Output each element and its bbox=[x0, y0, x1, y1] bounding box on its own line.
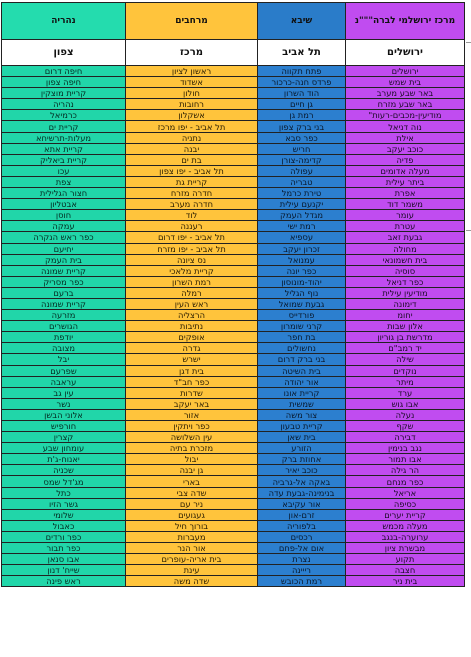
header-cell-sheba[interactable]: שיבא bbox=[258, 3, 346, 40]
table-cell[interactable]: שילה bbox=[346, 354, 465, 365]
table-cell[interactable]: אור עקיבא bbox=[258, 498, 346, 509]
table-cell[interactable]: פרדס חנה-כרכור bbox=[258, 77, 346, 88]
table-cell[interactable]: הוד השרון bbox=[258, 88, 346, 99]
table-cell[interactable]: בית העמק bbox=[2, 254, 126, 265]
table-cell[interactable]: נשר bbox=[2, 398, 126, 409]
table-cell[interactable]: גן יבנה bbox=[126, 465, 258, 476]
region-row bbox=[2, 40, 465, 66]
table-cell[interactable]: חיפה דרום bbox=[2, 66, 126, 77]
table-cell[interactable]: כפר דניאל bbox=[346, 276, 465, 287]
region-cell-tel-aviv[interactable]: תל אביב bbox=[258, 40, 346, 66]
table-cell[interactable]: קריית אונו bbox=[258, 387, 346, 398]
table-cell[interactable]: נתיבות bbox=[126, 321, 258, 332]
table-cell[interactable]: נצרת bbox=[258, 554, 346, 565]
table-cell[interactable]: כפר ורדים bbox=[2, 531, 126, 542]
table-cell[interactable]: נוף הגליל bbox=[258, 287, 346, 298]
table-cell[interactable]: נהריה bbox=[2, 99, 126, 110]
table-cell[interactable]: מעלה מכמש bbox=[346, 520, 465, 531]
table-cell[interactable]: משמר דוד bbox=[346, 199, 465, 210]
table-cell[interactable]: תל אביב - יפו מזרח bbox=[126, 243, 258, 254]
table-cell[interactable]: אילת bbox=[346, 132, 465, 143]
table-cell[interactable]: עספיא bbox=[258, 232, 346, 243]
table-cell[interactable]: נוה דניאל bbox=[346, 121, 465, 132]
table-cell[interactable]: הרצליה bbox=[126, 310, 258, 321]
table-cell[interactable]: עינת bbox=[126, 565, 258, 576]
table-cell[interactable]: מעברות bbox=[126, 531, 258, 542]
table-cell[interactable]: אום אל-פחם bbox=[258, 543, 346, 554]
table-cell[interactable]: עראבה bbox=[2, 376, 126, 387]
table-cell[interactable]: שפרעם bbox=[2, 365, 126, 376]
table-row bbox=[2, 121, 465, 132]
table-cell[interactable]: נחשולים bbox=[258, 343, 346, 354]
table-cell[interactable]: כפר מנחם bbox=[346, 476, 465, 487]
table-cell[interactable]: נעלה bbox=[346, 409, 465, 420]
table-row bbox=[2, 287, 465, 298]
table-cell[interactable]: אזור bbox=[126, 409, 258, 420]
table-cell[interactable]: סוסיה bbox=[346, 265, 465, 276]
table-cell[interactable]: מעלות-תרשיחא bbox=[2, 132, 126, 143]
table-row bbox=[2, 176, 465, 187]
table-cell[interactable]: רמת השרון bbox=[126, 276, 258, 287]
table-row bbox=[2, 199, 465, 210]
table-cell[interactable]: אור הנר bbox=[126, 543, 258, 554]
table-cell[interactable]: ירושלים bbox=[346, 66, 465, 77]
table-row bbox=[2, 443, 465, 454]
table-cell[interactable]: שדה צבי bbox=[126, 487, 258, 498]
table-body bbox=[2, 66, 465, 587]
table-cell[interactable]: תל אביב - יפו צפון bbox=[126, 165, 258, 176]
table-cell[interactable]: יהוד-מונוסון bbox=[258, 276, 346, 287]
table-cell[interactable]: גן חיים bbox=[258, 99, 346, 110]
table-cell[interactable]: חורפיש bbox=[2, 421, 126, 432]
table-cell[interactable]: רמת ישי bbox=[258, 221, 346, 232]
table-cell[interactable]: חדרה מערב bbox=[126, 199, 258, 210]
table-cell[interactable]: עמנואל bbox=[258, 254, 346, 265]
table-cell[interactable]: יבנה bbox=[126, 143, 258, 154]
table-row bbox=[2, 565, 465, 576]
table-row bbox=[2, 132, 465, 143]
table-row bbox=[2, 454, 465, 465]
table-cell[interactable]: כפר יונה bbox=[258, 265, 346, 276]
header-cell-jerusalem-center[interactable]: מרכז ירושלמי לברה"""נ bbox=[346, 3, 465, 40]
table-cell[interactable]: רחובות bbox=[126, 99, 258, 110]
table-cell[interactable]: כפר חב"ד bbox=[126, 376, 258, 387]
table-cell[interactable]: מזרעה bbox=[2, 310, 126, 321]
sheet-edge-mark bbox=[466, 42, 471, 43]
table-cell[interactable]: יקנעם עילית bbox=[258, 199, 346, 210]
table-cell[interactable]: שייח' דנון bbox=[2, 565, 126, 576]
table-cell[interactable]: בני ברק צפון bbox=[258, 121, 346, 132]
table-cell[interactable]: אבטליון bbox=[2, 199, 126, 210]
table-cell[interactable]: אשקלון bbox=[126, 110, 258, 121]
table-cell[interactable]: תקוע bbox=[346, 554, 465, 565]
table-cell[interactable]: גבעת זאב bbox=[346, 232, 465, 243]
table-row bbox=[2, 487, 465, 498]
table-row bbox=[2, 188, 465, 199]
table-cell[interactable]: שדה משה bbox=[126, 576, 258, 587]
table-cell[interactable]: פדיה bbox=[346, 154, 465, 165]
table-cell[interactable]: אור יהודה bbox=[258, 376, 346, 387]
table-cell[interactable]: רמת גן bbox=[258, 110, 346, 121]
table-cell[interactable]: טבריה bbox=[258, 176, 346, 187]
table-row bbox=[2, 476, 465, 487]
table-cell[interactable]: אחוזת ברק bbox=[258, 454, 346, 465]
table-cell[interactable]: ברעם bbox=[2, 287, 126, 298]
table-row bbox=[2, 298, 465, 309]
table-cell[interactable]: מבשרת ציון bbox=[346, 543, 465, 554]
table-row bbox=[2, 387, 465, 398]
table-cell[interactable]: באר שבע מזרח bbox=[346, 99, 465, 110]
table-cell[interactable]: שדרות bbox=[126, 387, 258, 398]
table-cell[interactable]: מעלה אדומים bbox=[346, 165, 465, 176]
table-cell[interactable]: קריית מלאכי bbox=[126, 265, 258, 276]
table-cell[interactable]: קריית מוצקין bbox=[2, 88, 126, 99]
table-cell[interactable]: חדרה מזרח bbox=[126, 188, 258, 199]
table-cell[interactable]: בית חשמונאי bbox=[346, 254, 465, 265]
table-cell[interactable]: כפר ראש הנקרה bbox=[2, 232, 126, 243]
table-cell[interactable]: ערד bbox=[346, 387, 465, 398]
table-cell[interactable]: באר יעקב bbox=[126, 398, 258, 409]
table-cell[interactable]: הר גילה bbox=[346, 465, 465, 476]
table-cell[interactable]: אבו תמור bbox=[346, 454, 465, 465]
table-cell[interactable]: יחיעם bbox=[2, 243, 126, 254]
table-row bbox=[2, 77, 465, 88]
table-cell[interactable]: קרני שומרון bbox=[258, 321, 346, 332]
table-row bbox=[2, 99, 465, 110]
table-row bbox=[2, 310, 465, 321]
table-row bbox=[2, 110, 465, 121]
table-cell[interactable]: רמת הכובש bbox=[258, 576, 346, 587]
table-cell[interactable]: רכסים bbox=[258, 531, 346, 542]
table-cell[interactable]: צפת bbox=[2, 176, 126, 187]
table-cell[interactable]: הגושרים bbox=[2, 321, 126, 332]
table-cell[interactable]: לוד bbox=[126, 210, 258, 221]
table-cell[interactable]: נוקדים bbox=[346, 365, 465, 376]
table-cell[interactable]: יחומ bbox=[346, 310, 465, 321]
table-row bbox=[2, 465, 465, 476]
table-row bbox=[2, 554, 465, 565]
table-cell[interactable]: פתח תקווה bbox=[258, 66, 346, 77]
sheet-edge-mark bbox=[466, 230, 471, 231]
table-cell[interactable]: כרמיאל bbox=[2, 110, 126, 121]
table-cell[interactable]: בית אריה-עופרים bbox=[126, 554, 258, 565]
table-cell[interactable]: ערוערה-בנגב bbox=[346, 531, 465, 542]
table-cell[interactable]: מגדל העמק bbox=[258, 210, 346, 221]
table-row bbox=[2, 498, 465, 509]
table-cell[interactable]: כפר מסריק bbox=[2, 276, 126, 287]
cities-by-center-table bbox=[1, 2, 465, 587]
table-cell[interactable]: בית דגן bbox=[126, 365, 258, 376]
table-cell[interactable]: עומחון שבע bbox=[2, 443, 126, 454]
table-cell[interactable]: תל אביב - יפו דרום bbox=[126, 232, 258, 243]
table-cell[interactable]: ניר עם bbox=[126, 498, 258, 509]
table-cell[interactable]: יודפת bbox=[2, 332, 126, 343]
table-cell[interactable]: רעננה bbox=[126, 221, 258, 232]
table-cell[interactable]: תל אביב - יפו מרכז bbox=[126, 121, 258, 132]
table-row bbox=[2, 421, 465, 432]
table-cell[interactable]: יאנוח-ג'ת bbox=[2, 454, 126, 465]
table-cell[interactable]: הזורע bbox=[258, 443, 346, 454]
table-row bbox=[2, 243, 465, 254]
table-row bbox=[2, 276, 465, 287]
table-row bbox=[2, 210, 465, 221]
table-cell[interactable]: נתניה bbox=[126, 132, 258, 143]
table-cell[interactable]: נס ציונה bbox=[126, 254, 258, 265]
table-cell[interactable]: חוסן bbox=[2, 210, 126, 221]
table-cell[interactable]: זכרון יעקב bbox=[258, 243, 346, 254]
table-cell[interactable]: בלפוריה bbox=[258, 520, 346, 531]
table-row bbox=[2, 66, 465, 77]
table-cell[interactable]: צור משה bbox=[258, 409, 346, 420]
table-cell[interactable]: בית ניר bbox=[346, 576, 465, 587]
table-cell[interactable]: ראש פינה bbox=[2, 576, 126, 587]
table-cell[interactable]: קריית שמונה bbox=[2, 265, 126, 276]
table-cell[interactable]: קריית ים bbox=[2, 121, 126, 132]
table-row bbox=[2, 88, 465, 99]
table-cell[interactable]: ישרש bbox=[126, 354, 258, 365]
table-row bbox=[2, 509, 465, 520]
table-cell[interactable]: שמשית bbox=[258, 398, 346, 409]
table-cell[interactable]: אלוני הבשן bbox=[2, 409, 126, 420]
table-cell[interactable]: מיתר bbox=[346, 376, 465, 387]
table-cell[interactable]: מצובה bbox=[2, 343, 126, 354]
table-cell[interactable]: עמקה bbox=[2, 221, 126, 232]
table-cell[interactable]: כוכב יאיר bbox=[258, 465, 346, 476]
region-cell-center[interactable]: מרכז bbox=[126, 40, 258, 66]
table-cell[interactable]: בית שמש bbox=[346, 77, 465, 88]
table-row bbox=[2, 576, 465, 587]
table-cell[interactable]: גדרה bbox=[126, 343, 258, 354]
table-cell[interactable]: בארי bbox=[126, 476, 258, 487]
header-row bbox=[2, 3, 465, 40]
table-cell[interactable]: כפר תבור bbox=[2, 543, 126, 554]
table-cell[interactable]: באקה אל-גרביה bbox=[258, 476, 346, 487]
table-cell[interactable]: כפר ויתקין bbox=[126, 421, 258, 432]
table-cell[interactable]: ראשון לציון bbox=[126, 66, 258, 77]
table-cell[interactable]: מדרשת בן גוריון bbox=[346, 332, 465, 343]
table-cell[interactable]: נגב בנימין bbox=[346, 443, 465, 454]
table-cell[interactable]: יבל bbox=[2, 354, 126, 365]
table-cell[interactable]: אפרת bbox=[346, 188, 465, 199]
table-cell[interactable]: מודיעין-מכבים-רעות" bbox=[346, 110, 465, 121]
table-cell[interactable]: בת חפר bbox=[258, 332, 346, 343]
table-cell[interactable]: יבול bbox=[126, 454, 258, 465]
table-cell[interactable]: עין גב bbox=[2, 387, 126, 398]
table-cell[interactable]: קריית שמונה bbox=[2, 298, 126, 309]
table-row bbox=[2, 409, 465, 420]
table-cell[interactable]: אשדוד bbox=[126, 77, 258, 88]
table-cell[interactable]: אריאל bbox=[346, 487, 465, 498]
table-cell[interactable]: קריית ביאליק bbox=[2, 154, 126, 165]
table-row bbox=[2, 265, 465, 276]
region-cell-jerusalem[interactable]: ירושלים bbox=[346, 40, 465, 66]
table-cell[interactable]: קריית גת bbox=[126, 176, 258, 187]
table-cell[interactable]: דבירה bbox=[346, 432, 465, 443]
table-row bbox=[2, 143, 465, 154]
table-cell[interactable]: כוכב יעקב bbox=[346, 143, 465, 154]
table-cell[interactable]: חצבה bbox=[346, 565, 465, 576]
table-cell[interactable]: חולון bbox=[126, 88, 258, 99]
table-cell[interactable]: עין השלושה bbox=[126, 432, 258, 443]
table-cell[interactable]: בת ים bbox=[126, 154, 258, 165]
table-row bbox=[2, 254, 465, 265]
table-cell[interactable]: שלומי bbox=[2, 509, 126, 520]
table-cell[interactable]: אלון שבות bbox=[346, 321, 465, 332]
table-cell[interactable]: בית שאן bbox=[258, 432, 346, 443]
table-cell[interactable]: עכו bbox=[2, 165, 126, 176]
table-cell[interactable]: רייינה bbox=[258, 565, 346, 576]
table-cell[interactable]: קצרין bbox=[2, 432, 126, 443]
table-cell[interactable]: מג'דל שמס bbox=[2, 476, 126, 487]
table-cell[interactable]: טירת כרמל bbox=[258, 188, 346, 199]
table-cell[interactable]: עטרת bbox=[346, 221, 465, 232]
table-cell[interactable]: קריית אתא bbox=[2, 143, 126, 154]
table-cell[interactable]: זרם-און bbox=[258, 509, 346, 520]
table-row bbox=[2, 343, 465, 354]
table-cell[interactable]: כאבול bbox=[2, 520, 126, 531]
table-row bbox=[2, 376, 465, 387]
table-cell[interactable]: רמלה bbox=[126, 287, 258, 298]
table-row bbox=[2, 232, 465, 243]
table-cell[interactable]: עומר bbox=[346, 210, 465, 221]
table-cell[interactable]: יד רמב"ם bbox=[346, 343, 465, 354]
table-cell[interactable]: כפר סבא bbox=[258, 132, 346, 143]
header-cell-nahariya[interactable]: נהריה bbox=[2, 3, 126, 40]
table-cell[interactable]: חצור הגלילית bbox=[2, 188, 126, 199]
table-row bbox=[2, 221, 465, 232]
table-row bbox=[2, 365, 465, 376]
table-row bbox=[2, 543, 465, 554]
table-cell[interactable]: בית השיטה bbox=[258, 365, 346, 376]
table-row bbox=[2, 398, 465, 409]
table-row bbox=[2, 332, 465, 343]
table-row bbox=[2, 165, 465, 176]
table-row bbox=[2, 520, 465, 531]
table-cell[interactable]: כתל bbox=[2, 487, 126, 498]
table-cell[interactable]: אופקים bbox=[126, 332, 258, 343]
table-cell[interactable]: דימונה bbox=[346, 298, 465, 309]
table-row bbox=[2, 321, 465, 332]
table-cell[interactable]: מזכרת בתיה bbox=[126, 443, 258, 454]
table-cell[interactable]: עפולה bbox=[258, 165, 346, 176]
table-cell[interactable]: חיפה צפון bbox=[2, 77, 126, 88]
table-cell[interactable]: בנימינה-גבעת עדה bbox=[258, 487, 346, 498]
table-cell[interactable]: חריש bbox=[258, 143, 346, 154]
table-row bbox=[2, 354, 465, 365]
table-cell[interactable]: גבעת שמואל bbox=[258, 298, 346, 309]
table-cell[interactable]: בורוך חיל bbox=[126, 520, 258, 531]
table-cell[interactable]: אבו סנאן bbox=[2, 554, 126, 565]
table-cell[interactable]: קריית יערים bbox=[346, 509, 465, 520]
table-cell[interactable]: קדימה-צורן bbox=[258, 154, 346, 165]
table-cell[interactable]: קריית טבעון bbox=[258, 421, 346, 432]
table-cell[interactable]: גשר הזיו bbox=[2, 498, 126, 509]
table-cell[interactable]: מודיעין עילית bbox=[346, 287, 465, 298]
table-cell[interactable]: באר שבע מערב bbox=[346, 88, 465, 99]
table-cell[interactable]: מחולה bbox=[346, 243, 465, 254]
table-cell[interactable]: ראש העין bbox=[126, 298, 258, 309]
table-cell[interactable]: געגועים bbox=[126, 509, 258, 520]
table-row bbox=[2, 432, 465, 443]
table-cell[interactable]: כסיפה bbox=[346, 498, 465, 509]
table-row bbox=[2, 154, 465, 165]
table-cell[interactable]: שקף bbox=[346, 421, 465, 432]
table-row bbox=[2, 531, 465, 542]
table-cell[interactable]: שכניה bbox=[2, 465, 126, 476]
region-cell-north[interactable]: צפון bbox=[2, 40, 126, 66]
table-cell[interactable]: בני ברק דרום bbox=[258, 354, 346, 365]
table-cell[interactable]: פורדייס bbox=[258, 310, 346, 321]
header-cell-merhavim[interactable]: מרחבים bbox=[126, 3, 258, 40]
table-cell[interactable]: ביתר עילית bbox=[346, 176, 465, 187]
table-cell[interactable]: אבו גוש bbox=[346, 398, 465, 409]
